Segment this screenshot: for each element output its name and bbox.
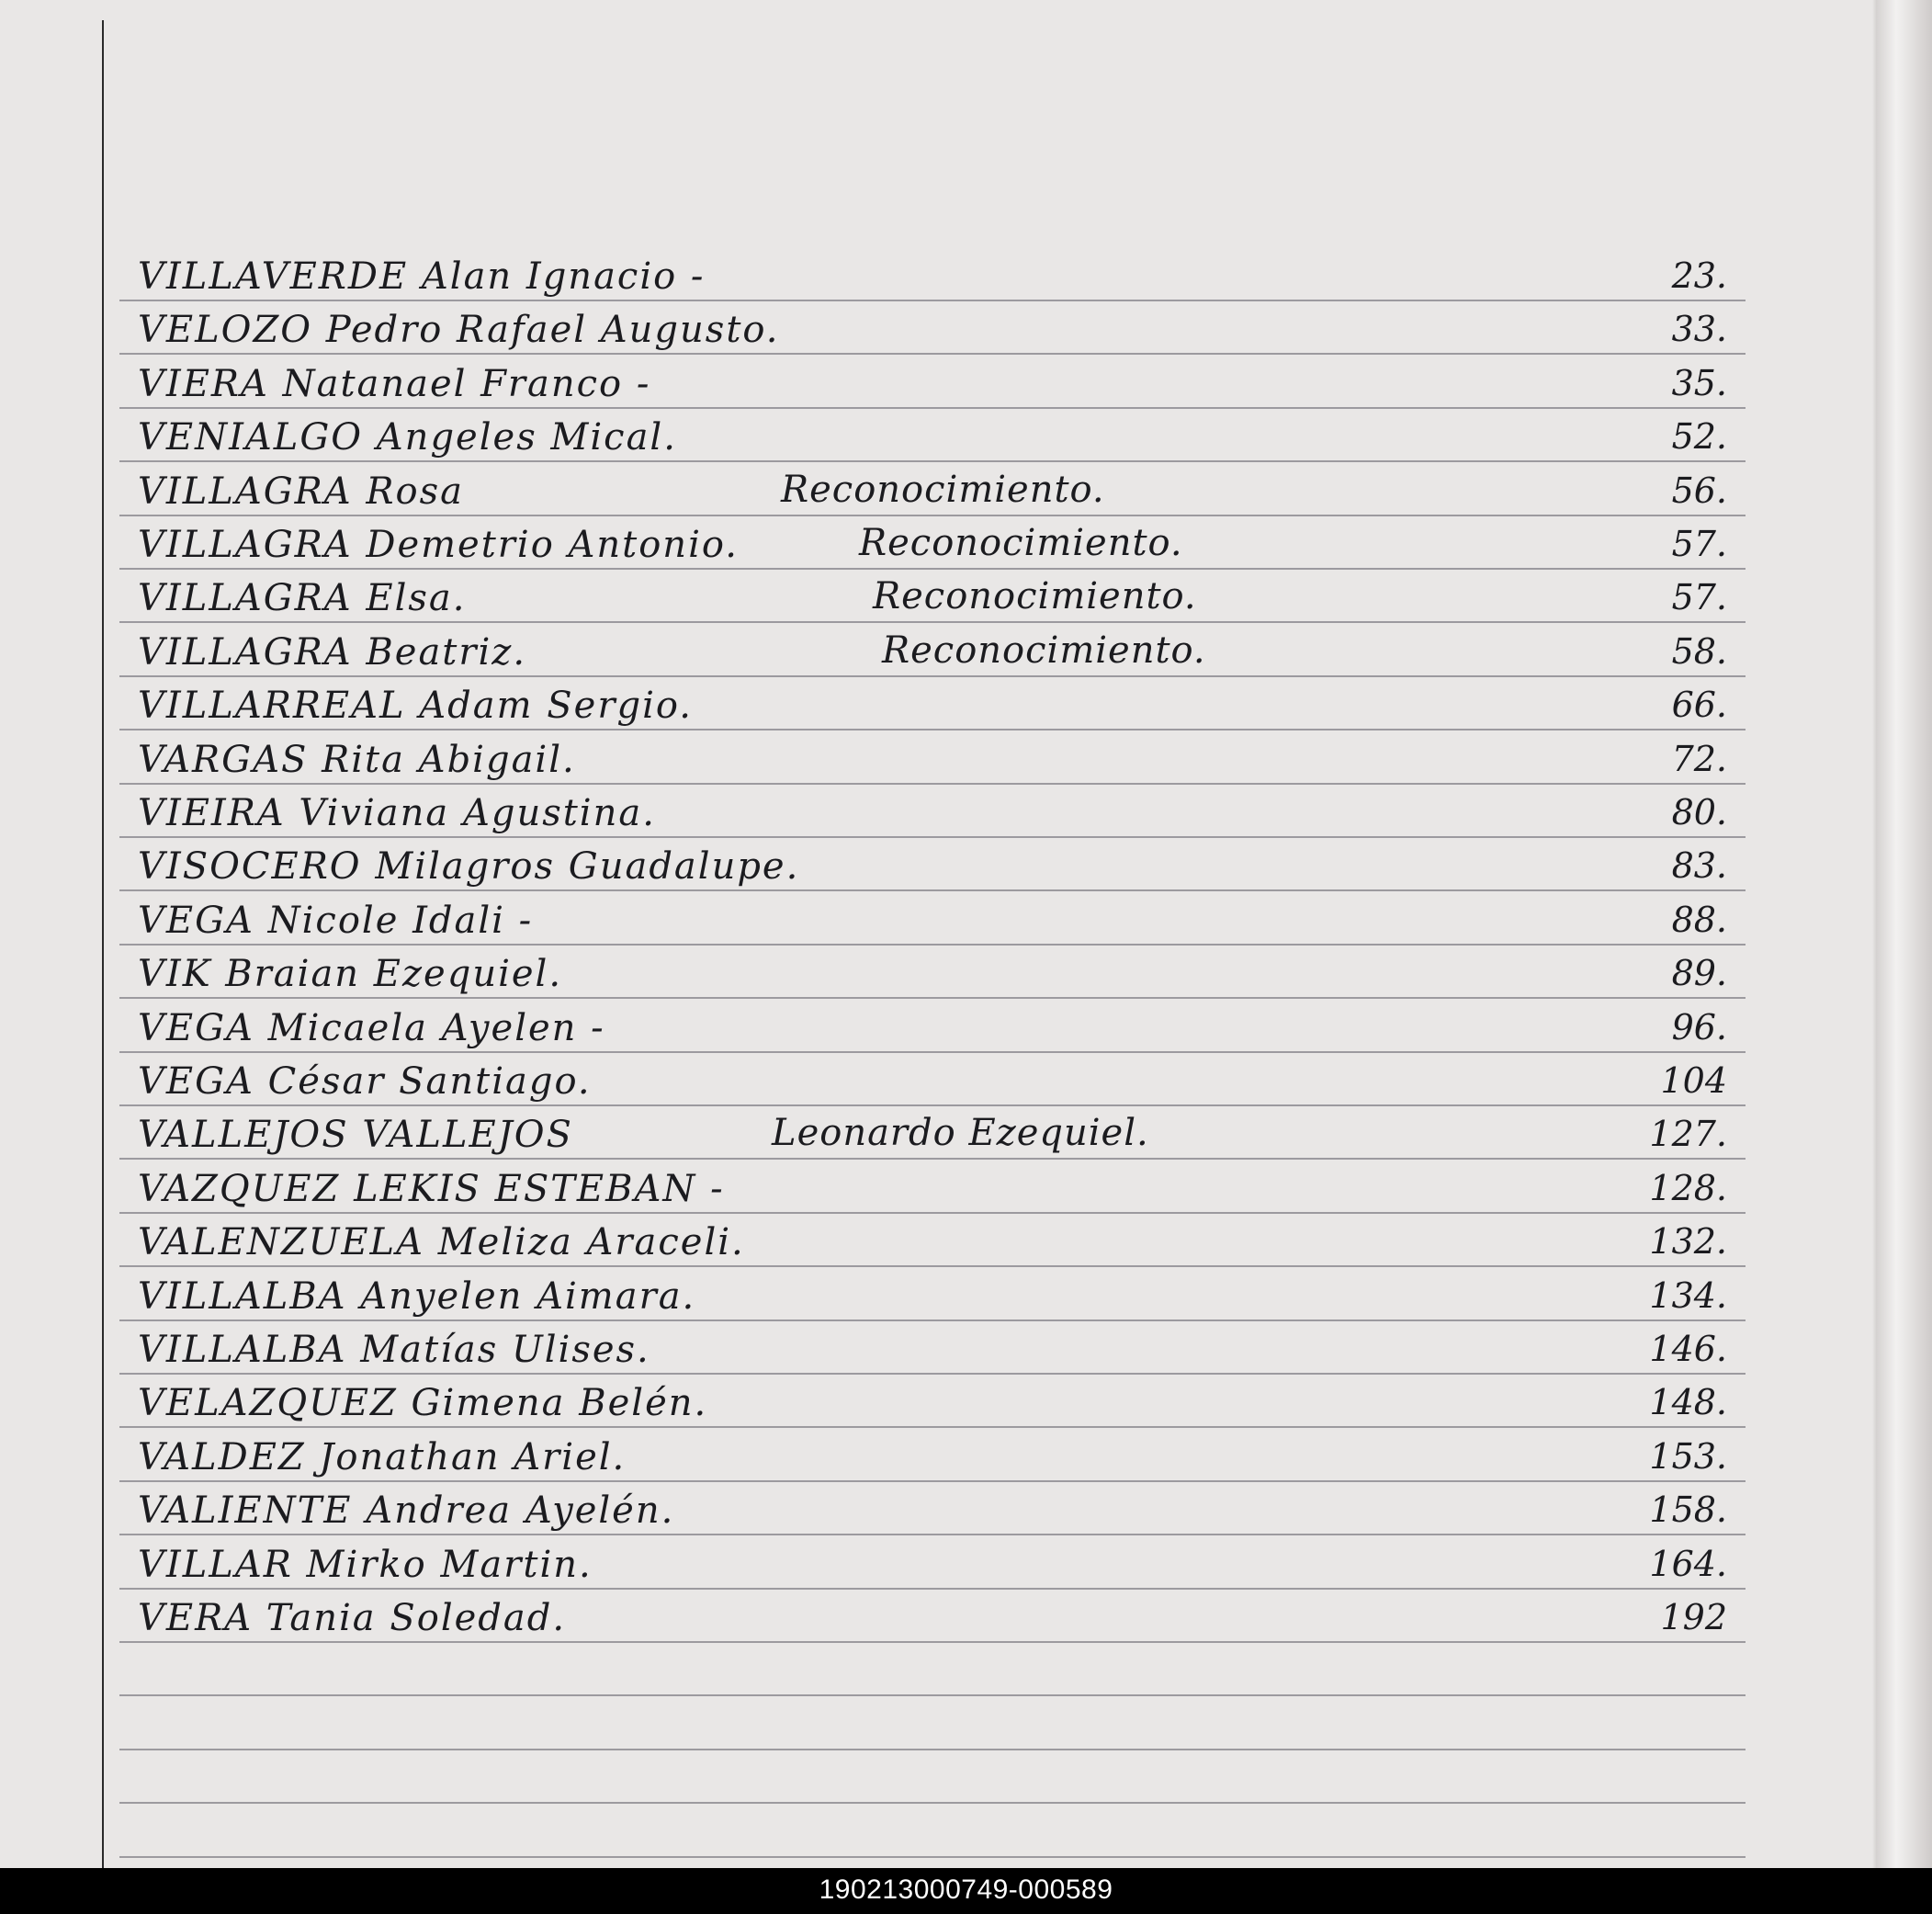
entry-page-number: 88. [1671, 900, 1727, 940]
entry-page-number: 89. [1671, 953, 1727, 993]
ruled-line [119, 1749, 1746, 1750]
entry-name: VIERA Natanael Franco - [138, 363, 651, 405]
entry-name: VILLAGRA Beatriz. [138, 631, 527, 674]
entry-page-number: 52. [1671, 416, 1727, 457]
entry-name: VEGA César Santiago. [138, 1060, 592, 1103]
entry-page-number: 80. [1671, 792, 1727, 832]
entry-name: VENIALGO Angeles Mical. [138, 416, 677, 459]
list-item [119, 1480, 1746, 1534]
list-item [119, 890, 1746, 944]
ruled-line [119, 1856, 1746, 1858]
list-item [119, 1427, 1746, 1480]
entry-name: VELAZQUEZ Gimena Belén. [138, 1382, 708, 1424]
entry-page-number: 56. [1671, 470, 1727, 511]
entry-page-number: 83. [1671, 845, 1727, 886]
entry-page-number: 23. [1671, 255, 1727, 296]
entry-name: VALENZUELA Meliza Araceli. [138, 1221, 745, 1263]
footer-bar [0, 1868, 1932, 1914]
entry-page-number: 72. [1671, 739, 1727, 779]
list-item [119, 1373, 1746, 1426]
entry-note: Leonardo Ezequiel. [772, 1112, 1149, 1154]
list-item [119, 1266, 1746, 1319]
entry-name: VILLAR Mirko Martin. [138, 1544, 593, 1586]
list-item [119, 622, 1746, 675]
list-item [119, 1212, 1746, 1265]
entry-name: VELOZO Pedro Rafael Augusto. [138, 309, 780, 351]
margin-line [102, 20, 104, 1868]
list-item [119, 568, 1746, 621]
entry-note: Reconocimiento. [873, 575, 1197, 617]
entry-name: VERA Tania Soledad. [138, 1597, 567, 1639]
entry-page-number: 33. [1671, 309, 1727, 349]
entry-name: VIEIRA Viviana Agustina. [138, 792, 656, 834]
entry-name: VISOCERO Milagros Guadalupe. [138, 845, 800, 888]
list-item [119, 1319, 1746, 1373]
list-item [119, 1535, 1746, 1588]
list-item [119, 1159, 1746, 1212]
ruled-line [119, 1694, 1746, 1696]
entry-page-number: 127. [1649, 1114, 1727, 1154]
list-item [119, 246, 1746, 300]
entry-name: VIK Braian Ezequiel. [138, 953, 563, 995]
list-item [119, 998, 1746, 1051]
entry-name: VILLAGRA Elsa. [138, 577, 467, 619]
entry-note: Reconocimiento. [781, 469, 1105, 511]
list-item [119, 675, 1746, 729]
entry-page-number: 146. [1649, 1329, 1727, 1369]
ruled-line [119, 1641, 1746, 1643]
entry-page-number: 192 [1660, 1597, 1727, 1637]
entry-page-number: 158. [1649, 1489, 1727, 1530]
entry-page-number: 134. [1649, 1275, 1727, 1316]
entry-name: VARGAS Rita Abigail. [138, 739, 576, 781]
list-item [119, 783, 1746, 836]
entry-page-number: 132. [1649, 1221, 1727, 1262]
entry-name: VEGA Micaela Ayelen - [138, 1007, 605, 1049]
list-item [119, 407, 1746, 460]
entry-page-number: 35. [1671, 363, 1727, 403]
page-edge [1877, 0, 1932, 1868]
list-item [119, 354, 1746, 407]
entry-name: VILLAGRA Demetrio Antonio. [138, 524, 739, 566]
entry-page-number: 128. [1649, 1168, 1727, 1208]
entry-page-number: 148. [1649, 1382, 1727, 1422]
entry-page-number: 66. [1671, 685, 1727, 725]
entry-name: VILLAGRA Rosa [138, 470, 464, 513]
list-item [119, 300, 1746, 353]
entry-page-number: 104 [1660, 1060, 1727, 1101]
entry-name: VILLALBA Matías Ulises. [138, 1329, 650, 1371]
list-item [119, 1104, 1746, 1158]
list-item [119, 1588, 1746, 1641]
entry-page-number: 57. [1671, 524, 1727, 564]
entry-name: VALLEJOS VALLEJOS [138, 1114, 573, 1156]
entry-note: Reconocimiento. [859, 522, 1183, 564]
entry-page-number: 57. [1671, 577, 1727, 617]
entry-page-number: 153. [1649, 1436, 1727, 1477]
entry-name: VILLALBA Anyelen Aimara. [138, 1275, 696, 1318]
entry-note: Reconocimiento. [882, 629, 1206, 672]
document-id: 190213000749-000589 [819, 1874, 1113, 1905]
entry-name: VEGA Nicole Idali - [138, 900, 534, 942]
entry-page-number: 96. [1671, 1007, 1727, 1048]
entry-name: VALIENTE Andrea Ayelén. [138, 1489, 675, 1532]
list-item [119, 515, 1746, 568]
list-item [119, 1051, 1746, 1104]
ruled-line [119, 1802, 1746, 1804]
entry-name: VILLAVERDE Alan Ignacio - [138, 255, 706, 298]
entry-name: VILLARREAL Adam Sergio. [138, 685, 693, 727]
list-item [119, 944, 1746, 997]
entry-page-number: 164. [1649, 1544, 1727, 1584]
list-item [119, 461, 1746, 515]
entry-page-number: 58. [1671, 631, 1727, 672]
entry-name: VAZQUEZ LEKIS ESTEBAN - [138, 1168, 725, 1210]
list-item [119, 836, 1746, 889]
list-item [119, 730, 1746, 783]
entry-name: VALDEZ Jonathan Ariel. [138, 1436, 627, 1478]
